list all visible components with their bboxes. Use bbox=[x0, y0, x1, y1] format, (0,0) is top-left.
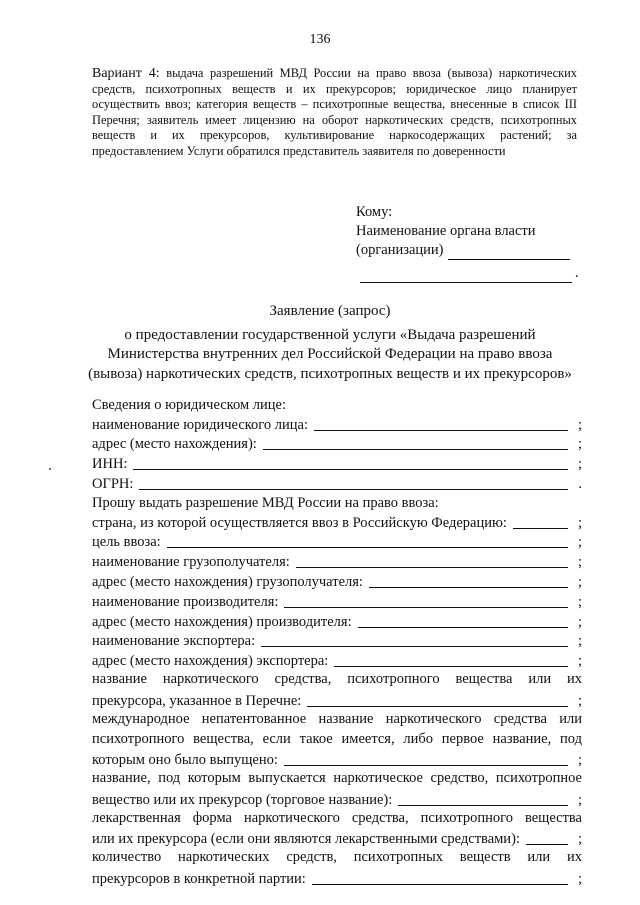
addressee-authority: Наименование органа власти bbox=[356, 223, 536, 239]
legal-entity-heading: Сведения о юридическом лице: bbox=[92, 396, 286, 413]
consignee-name-label: наименование грузополучателя: bbox=[92, 554, 290, 571]
addressee-block bbox=[356, 203, 579, 283]
field-end: ; bbox=[577, 791, 582, 808]
trade-name-label: вещество или их прекурсор (торговое название): bbox=[92, 791, 393, 808]
ogrn-label: ОГРН: bbox=[92, 475, 134, 492]
field-end: ; bbox=[577, 534, 582, 551]
exporter-address-field[interactable] bbox=[334, 665, 568, 667]
variant-label: Вариант 4: bbox=[92, 66, 160, 81]
field-end: ; bbox=[577, 613, 582, 630]
field-end: ; bbox=[577, 514, 582, 531]
quantity-label: прекурсоров в конкретной партии: bbox=[92, 870, 306, 887]
inn-name-text-1: международное непатентованное название наркотического средства или bbox=[92, 710, 582, 727]
field-end: ; bbox=[577, 456, 582, 473]
request-section bbox=[92, 492, 582, 888]
manufacturer-address-field[interactable] bbox=[358, 626, 568, 628]
trade-name-text-1: название, под которым выпускается наркотическое средство, психотропное bbox=[92, 770, 582, 787]
field-end: ; bbox=[577, 573, 582, 590]
dosage-form-text-1: лекарственная форма наркотического средства, психотропного вещества bbox=[92, 809, 582, 826]
inn-name-text-2: психотропного вещества, если такое имеется, либо первое название, под bbox=[92, 730, 582, 747]
addressee-org: (организации) bbox=[356, 242, 444, 258]
page-number: 136 bbox=[309, 32, 331, 47]
title-line-3: Министерства внутренних дел Российской Федерации на право ввоза bbox=[107, 346, 553, 362]
country-field[interactable] bbox=[513, 527, 568, 529]
field-end: ; bbox=[577, 416, 582, 433]
dosage-form-field[interactable] bbox=[526, 843, 568, 845]
variant-description bbox=[92, 66, 577, 159]
field-end: ; bbox=[577, 831, 582, 848]
country-label: страна, из которой осуществляется ввоз в Российскую Федерацию: bbox=[92, 514, 507, 531]
substance-name-field[interactable] bbox=[307, 705, 568, 707]
dosage-form-label: или их прекурсора (если они являются лекарственными средствами): bbox=[92, 831, 520, 848]
addressee-extra-field[interactable] bbox=[360, 268, 572, 283]
substance-name-text-1: название наркотического средства, психотропного вещества или их bbox=[92, 671, 582, 688]
addressee-end: . bbox=[575, 265, 579, 281]
field-end: ; bbox=[577, 554, 582, 571]
addressee-org-field[interactable] bbox=[448, 245, 570, 260]
inn-label: ИНН: bbox=[92, 456, 128, 473]
consignee-address-label: адрес (место нахождения) грузополучателя: bbox=[92, 573, 363, 590]
legal-entity-section bbox=[92, 394, 582, 493]
exporter-name-field[interactable] bbox=[261, 645, 568, 647]
quantity-field[interactable] bbox=[312, 883, 568, 885]
manufacturer-name-field[interactable] bbox=[284, 606, 568, 608]
margin-dot bbox=[49, 468, 51, 470]
inn-name-label: которым оно было выпущено: bbox=[92, 752, 278, 769]
manufacturer-name-label: наименование производителя: bbox=[92, 593, 279, 610]
manufacturer-address-label: адрес (место нахождения) производителя: bbox=[92, 613, 352, 630]
trade-name-field[interactable] bbox=[398, 804, 568, 806]
field-end: ; bbox=[577, 870, 582, 887]
field-end: ; bbox=[577, 692, 582, 709]
ogrn-field[interactable] bbox=[139, 488, 568, 490]
consignee-name-field[interactable] bbox=[296, 566, 568, 568]
field-end: ; bbox=[577, 436, 582, 453]
substance-name-label: прекурсора, указанное в Перечне: bbox=[92, 692, 302, 709]
exporter-address-label: адрес (место нахождения) экспортера: bbox=[92, 653, 329, 670]
field-end: ; bbox=[577, 653, 582, 670]
inn-name-field[interactable] bbox=[284, 764, 568, 766]
title-line-1: Заявление (запрос) bbox=[269, 303, 391, 319]
field-end: ; bbox=[577, 752, 582, 769]
field-end: ; bbox=[577, 633, 582, 650]
legal-entity-address-field[interactable] bbox=[263, 448, 568, 450]
purpose-label: цель ввоза: bbox=[92, 534, 161, 551]
exporter-name-label: наименование экспортера: bbox=[92, 633, 256, 650]
document-title bbox=[60, 302, 600, 384]
field-end: ; bbox=[577, 593, 582, 610]
purpose-field[interactable] bbox=[167, 546, 568, 548]
field-end: . bbox=[578, 475, 582, 492]
inn-field[interactable] bbox=[133, 468, 568, 470]
consignee-address-field[interactable] bbox=[369, 586, 568, 588]
variant-text: выдача разрешений МВД России на право ввоза (вывоза) наркотических средств, психотропных веществ и их прекурсоров; юридическое лицо планирует осуществить ввоз; категория веществ – психотропные вещества, внесенные в список III Перечня; заявитель имеет лицензию на оборот наркотических средств, психотропных веществ и их прекурсоров, культивирование наркосодержащих растений; за предоставлением Услуги обратился представитель заявителя по доверенности bbox=[92, 66, 577, 158]
legal-entity-name-field[interactable] bbox=[314, 429, 568, 431]
request-heading: Прошу выдать разрешение МВД России на право ввоза: bbox=[92, 494, 439, 511]
addressee-to: Кому: bbox=[356, 204, 393, 220]
title-line-2: о предоставлении государственной услуги «Выдача разрешений bbox=[124, 326, 536, 343]
quantity-text-1: количество наркотических средств, психотропных веществ или их bbox=[92, 849, 582, 866]
title-line-4: (вывоза) наркотических средств, психотропных веществ и их прекурсоров» bbox=[88, 365, 572, 382]
legal-entity-name-label: наименование юридического лица: bbox=[92, 416, 308, 433]
legal-entity-address-label: адрес (место нахождения): bbox=[92, 436, 257, 453]
